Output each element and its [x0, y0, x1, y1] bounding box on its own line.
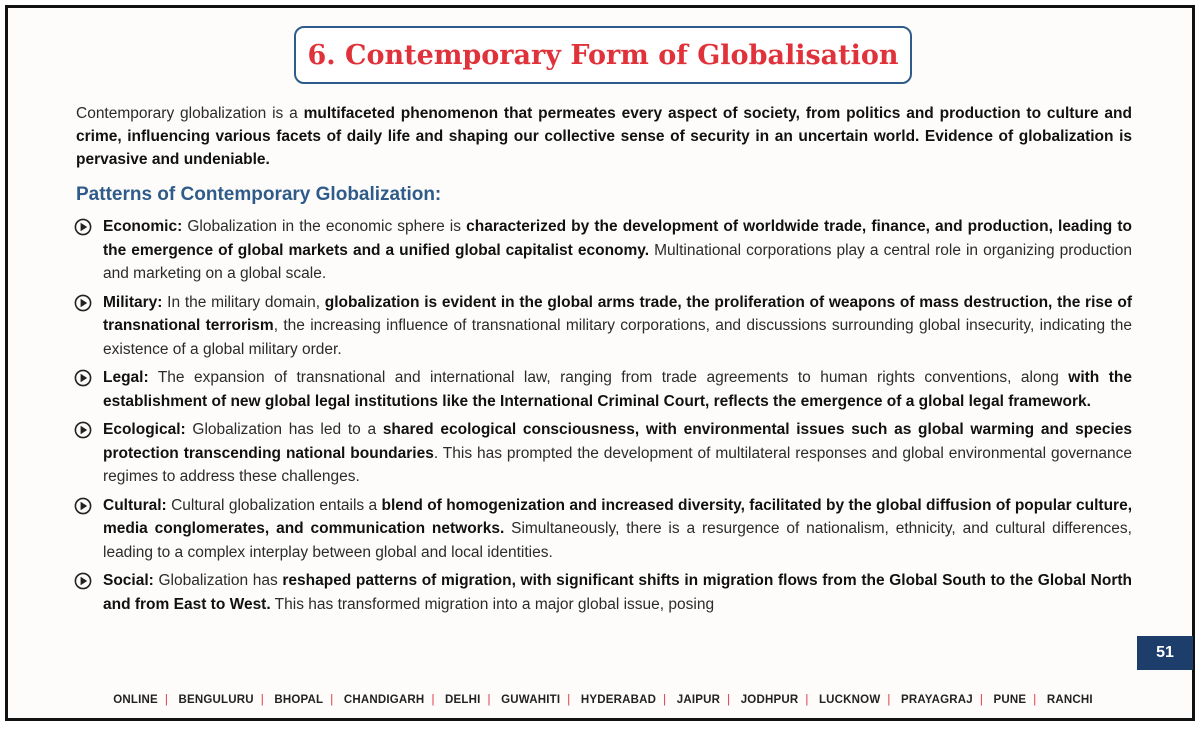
- bullet-text: Globalization in the economic sphere is: [182, 218, 467, 235]
- footer-separator: |: [260, 694, 264, 706]
- footer-separator: |: [727, 694, 731, 706]
- page-number-badge: 51: [1137, 636, 1193, 670]
- footer-separator: |: [487, 694, 491, 706]
- play-circle-icon: [74, 497, 92, 515]
- footer-location: LUCKNOW: [818, 694, 881, 706]
- play-circle-icon: [74, 421, 92, 439]
- footer-location: DELHI: [445, 694, 481, 706]
- bullet-label: Social:: [103, 572, 154, 589]
- bullet-text: In the military domain,: [162, 293, 325, 311]
- footer-location: CHANDIGARH: [343, 694, 425, 706]
- footer-separator: |: [431, 694, 435, 706]
- footer-location: HYDERABAD: [580, 694, 657, 706]
- bullet-bold-text: with the establishment of new global legal institutions like the International Criminal Court, reflects the emergence of a global legal framework.: [103, 369, 1132, 410]
- footer-location: BHOPAL: [274, 694, 324, 706]
- bullet-label: Military:: [103, 293, 163, 311]
- bullet-text-tail: Multinational corporations play a central role in organizing production and marketing on a global scale.: [103, 241, 1132, 282]
- list-item-ecological: [74, 418, 1132, 489]
- footer-location: BENGULURU: [178, 694, 254, 706]
- footer-location: ONLINE: [113, 694, 158, 706]
- footer-separator: |: [330, 694, 334, 706]
- list-item-legal: [74, 366, 1132, 413]
- intro-paragraph: [76, 102, 1132, 171]
- title-box: [294, 26, 912, 84]
- play-circle-icon: [74, 294, 92, 312]
- list-item-military: [74, 291, 1132, 362]
- intro-text: Contemporary globalization is a: [76, 105, 304, 122]
- footer-separator: |: [567, 694, 571, 706]
- bullet-text-tail: . This has prompted the development of multilateral responses and global environmental governance regimes to address these challenges.: [103, 444, 1133, 485]
- list-item-social: [74, 569, 1132, 616]
- bullet-text-tail: Simultaneously, there is a resurgence of nationalism, ethnicity, and cultural differences, leading to a complex interplay between global and local identities.: [103, 520, 1132, 561]
- footer-locations: [8, 694, 1198, 706]
- bullet-text: The expansion of transnational and international law, ranging from trade agreements to human rights conventions, along: [148, 369, 1069, 386]
- bullet-text: Globalization has led to a: [185, 421, 383, 438]
- bullet-text-tail: This has transformed migration into a major global issue, posing: [270, 595, 715, 613]
- bullet-bold-text: globalization is evident in the global arms trade, the proliferation of weapons of mass destruction, the rise of transnational terrorism: [103, 293, 1132, 334]
- footer-location: PRAYAGRAJ: [900, 694, 973, 706]
- footer-separator: |: [805, 694, 809, 706]
- bullet-label: Economic:: [103, 218, 183, 235]
- list-item-economic: [74, 215, 1132, 286]
- patterns-list: [74, 215, 1132, 621]
- bullet-label: Ecological:: [103, 421, 186, 438]
- bullet-text: Globalization has: [153, 572, 283, 589]
- footer-separator: |: [887, 694, 891, 706]
- footer-separator: |: [663, 694, 667, 706]
- footer-separator: |: [979, 694, 984, 706]
- list-item-cultural: [74, 494, 1132, 565]
- page-title: 6. Contemporary Form of Globalisation: [307, 39, 899, 71]
- footer-separator: |: [1033, 694, 1037, 706]
- bullet-text-tail: , the increasing influence of transnational military corporations, and discussions surrounding global insecurity, indicating the existence of a global military order.: [103, 317, 1132, 358]
- bullet-text: Cultural globalization entails a: [166, 496, 382, 514]
- intro-bold-text: multifaceted phenomenon that permeates every aspect of society, from politics and production to culture and crime, influencing various facets of daily life and shaping our collective sense of security in an uncertain world. Evidence of globalization is pervasive and undeniable.: [76, 105, 1132, 168]
- play-circle-icon: [74, 369, 92, 387]
- bullet-bold-text: reshaped patterns of migration, with significant shifts in migration flows from the Global South to the Global North and from East to West.: [103, 572, 1132, 613]
- page-frame: [5, 5, 1195, 721]
- bullet-label: Cultural:: [103, 496, 167, 514]
- footer-separator: |: [164, 694, 169, 706]
- bullet-label: Legal:: [103, 369, 149, 386]
- play-circle-icon: [74, 572, 92, 590]
- footer-location: RANCHI: [1046, 694, 1093, 706]
- section-heading: Patterns of Contemporary Globalization:: [76, 184, 442, 205]
- bullet-bold-text: shared ecological consciousness, with environmental issues such as global warming and species protection transcending national boundaries: [103, 421, 1133, 462]
- footer-location: JODHPUR: [740, 694, 799, 706]
- footer-location: PUNE: [993, 694, 1027, 706]
- footer-location: GUWAHITI: [501, 694, 561, 706]
- bullet-bold-text: blend of homogenization and increased diversity, facilitated by the global diffusion of popular culture, media conglomerates, and communication networks.: [103, 496, 1132, 537]
- bullet-bold-text: characterized by the development of worldwide trade, finance, and production, leading to the emergence of global markets and a unified global capitalist economy.: [103, 218, 1132, 259]
- footer-location: JAIPUR: [676, 694, 721, 706]
- play-circle-icon: [74, 218, 92, 236]
